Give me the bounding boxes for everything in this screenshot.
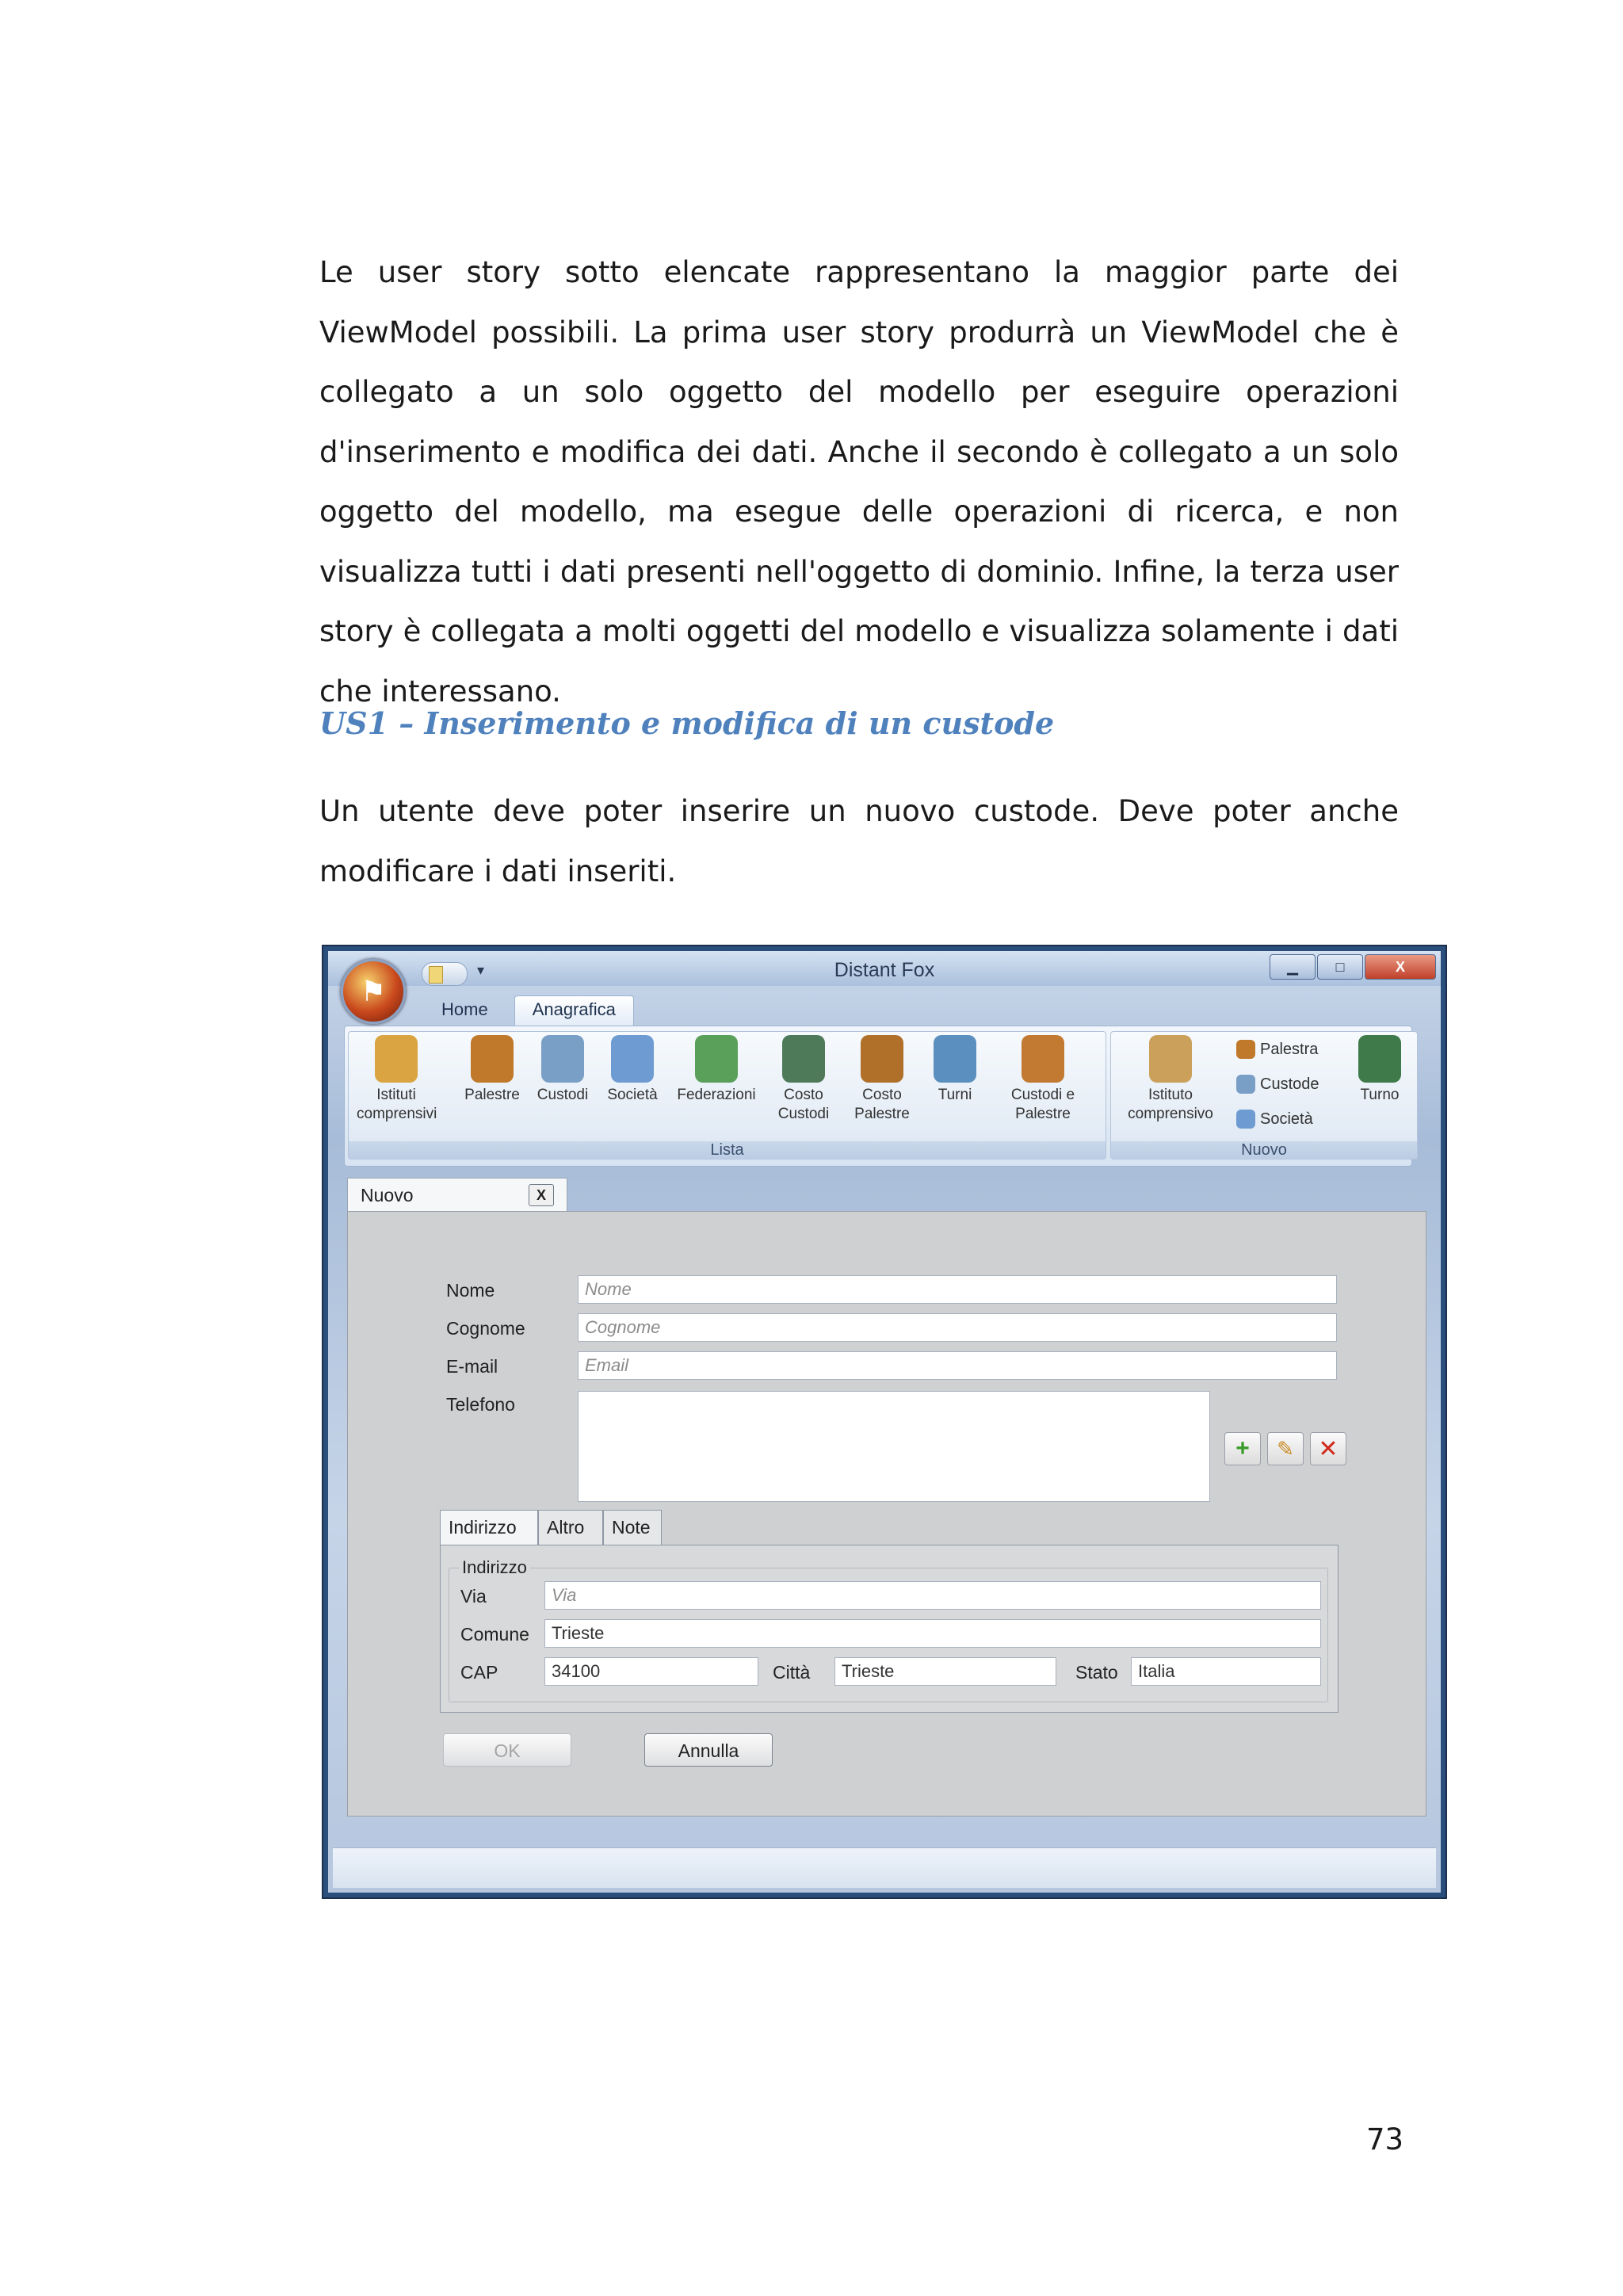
costo-custodi-button[interactable]: [772, 1035, 835, 1124]
button-label: Società: [1260, 1110, 1313, 1128]
box-icon: [1149, 1035, 1192, 1083]
comune-input[interactable]: Trieste: [544, 1619, 1321, 1648]
minimize-button[interactable]: ▁: [1270, 954, 1316, 980]
federazioni-button[interactable]: [669, 1035, 764, 1105]
gym-icon: [471, 1035, 514, 1083]
people-gym-icon: [1022, 1035, 1064, 1083]
money-people-icon: [782, 1035, 825, 1083]
tab-anagrafica[interactable]: Anagrafica: [514, 995, 634, 1026]
close-button[interactable]: X: [1365, 954, 1436, 980]
window-body: [328, 951, 1441, 1893]
schedule-icon: [1358, 1035, 1401, 1083]
palestre-button[interactable]: [458, 1035, 526, 1105]
email-label: E-mail: [446, 1356, 498, 1377]
button-label: Custodi: [537, 1087, 589, 1103]
button-label: Costo: [784, 1087, 823, 1103]
nuovo-istituto-comprensivo-button[interactable]: [1119, 1035, 1222, 1124]
maximize-button[interactable]: □: [1317, 954, 1363, 980]
close-tab-button[interactable]: X: [529, 1184, 554, 1206]
nuovo-societa-button[interactable]: [1236, 1110, 1313, 1129]
ok-button[interactable]: OK: [443, 1733, 571, 1767]
document-tab-label: Nuovo: [361, 1185, 414, 1205]
logo-icon: ⚑: [360, 975, 387, 1007]
via-input[interactable]: Via: [544, 1581, 1321, 1610]
team-icon: [1236, 1110, 1255, 1129]
nome-input[interactable]: Nome: [578, 1275, 1337, 1304]
button-label: Società: [607, 1087, 658, 1103]
money-gym-icon: [861, 1035, 903, 1083]
button-label: Palestre: [464, 1087, 520, 1103]
group-label-lista: Lista: [349, 1141, 1106, 1159]
indirizzo-tab-panel: [440, 1545, 1338, 1713]
nuovo-palestra-button[interactable]: [1236, 1040, 1318, 1059]
button-label: comprensivo: [1128, 1106, 1213, 1122]
stato-input[interactable]: Italia: [1131, 1657, 1321, 1686]
citta-input[interactable]: Trieste: [834, 1657, 1056, 1686]
document-tab-nuovo[interactable]: [347, 1178, 567, 1212]
stato-label: Stato: [1075, 1662, 1118, 1683]
ribbon-tabs: [423, 995, 634, 1026]
button-label: Istituto: [1148, 1087, 1193, 1103]
chevron-down-icon[interactable]: ▾: [477, 962, 485, 978]
pencil-icon: ✎: [1277, 1436, 1294, 1461]
nuovo-custode-button[interactable]: [1236, 1075, 1319, 1094]
email-input[interactable]: Email: [578, 1351, 1337, 1380]
cap-input[interactable]: 34100: [544, 1657, 758, 1686]
nuovo-group: [1110, 1031, 1418, 1159]
group-label-nuovo: Nuovo: [1111, 1141, 1417, 1159]
lista-group: [348, 1031, 1106, 1159]
tab-indirizzo[interactable]: Indirizzo: [440, 1510, 538, 1546]
person-icon: [1236, 1075, 1255, 1094]
istituti-comprensivi-button[interactable]: [357, 1035, 436, 1124]
delete-phone-button[interactable]: [1310, 1432, 1346, 1465]
button-label: Custode: [1260, 1075, 1319, 1093]
citta-label: Città: [773, 1662, 811, 1683]
plus-icon: +: [1235, 1435, 1250, 1461]
cap-label: CAP: [460, 1662, 498, 1683]
delete-icon: ✕: [1318, 1435, 1338, 1462]
document-icon: [429, 966, 443, 984]
nuovo-turno-button[interactable]: [1352, 1035, 1407, 1105]
telefono-label: Telefono: [446, 1394, 515, 1415]
via-label: Via: [460, 1586, 487, 1606]
quick-access-toolbar[interactable]: [422, 962, 468, 986]
window-controls: [1270, 954, 1436, 980]
school-icon: [375, 1035, 418, 1083]
gym-icon: [1236, 1040, 1255, 1059]
button-label: Turni: [938, 1087, 972, 1103]
story-paragraph: Un utente deve poter inserire un nuovo custode. Deve poter anche modificare i dati inseriti.: [319, 794, 1399, 888]
button-label: Turno: [1360, 1087, 1400, 1103]
tab-home[interactable]: Home: [441, 999, 488, 1019]
comune-label: Comune: [460, 1624, 529, 1645]
federation-icon: [695, 1035, 738, 1083]
custodi-e-palestre-button[interactable]: [995, 1035, 1090, 1124]
team-icon: [611, 1035, 654, 1083]
button-label: Palestre: [854, 1106, 910, 1122]
tab-note[interactable]: Note: [603, 1510, 662, 1545]
intro-paragraph: Le user story sotto elencate rappresentano la maggior parte dei ViewModel possibili. La prima user story produrrà un ViewModel che è collegato a un solo oggetto del modello per eseguire operazioni d'inserimento e modifica dei dati. Anche il secondo è collegato a un solo oggetto del modello, ma esegue delle operazioni di ricerca, e non visualizza tutti i dati presenti nell'oggetto di dominio. Infine, la terza user story è collegata a molti oggetti del modello e visualizza solamente i dati che interessano.: [319, 255, 1399, 709]
title-bar: [328, 951, 1441, 986]
add-phone-button[interactable]: [1224, 1432, 1261, 1465]
button-label: Federazioni: [677, 1087, 756, 1103]
tab-altro[interactable]: Altro: [538, 1510, 603, 1545]
button-label: Costo: [862, 1087, 902, 1103]
people-icon: [541, 1035, 584, 1083]
status-bar: [333, 1847, 1436, 1888]
telefono-list[interactable]: [578, 1391, 1210, 1502]
cognome-input[interactable]: Cognome: [578, 1313, 1337, 1342]
button-label: Palestra: [1260, 1040, 1319, 1058]
costo-palestre-button[interactable]: [846, 1035, 918, 1124]
turni-button[interactable]: [927, 1035, 983, 1105]
window-title: Distant Fox: [834, 959, 935, 981]
app-window-screenshot: [322, 945, 1447, 1899]
button-label: Istituti: [376, 1087, 416, 1103]
custodi-button[interactable]: [531, 1035, 594, 1105]
section-heading: US1 – Inserimento e modifica di un custode: [319, 705, 1055, 741]
ribbon: [344, 1026, 1412, 1167]
annulla-button[interactable]: Annulla: [644, 1733, 773, 1767]
societa-button[interactable]: [601, 1035, 664, 1105]
indirizzo-fieldset: [449, 1557, 1328, 1702]
button-label: Custodi e: [1010, 1087, 1075, 1103]
button-label: comprensivi: [357, 1106, 437, 1122]
indirizzo-legend: Indirizzo: [459, 1557, 530, 1578]
cognome-label: Cognome: [446, 1318, 525, 1339]
button-label: Palestre: [1015, 1106, 1071, 1122]
page-number: 73: [1366, 2122, 1404, 2157]
nome-label: Nome: [446, 1280, 495, 1301]
edit-phone-button[interactable]: [1267, 1432, 1304, 1465]
button-label: Custodi: [777, 1106, 830, 1122]
form-panel: [347, 1211, 1426, 1817]
schedule-icon: [934, 1035, 976, 1083]
application-orb-button[interactable]: [341, 959, 406, 1024]
